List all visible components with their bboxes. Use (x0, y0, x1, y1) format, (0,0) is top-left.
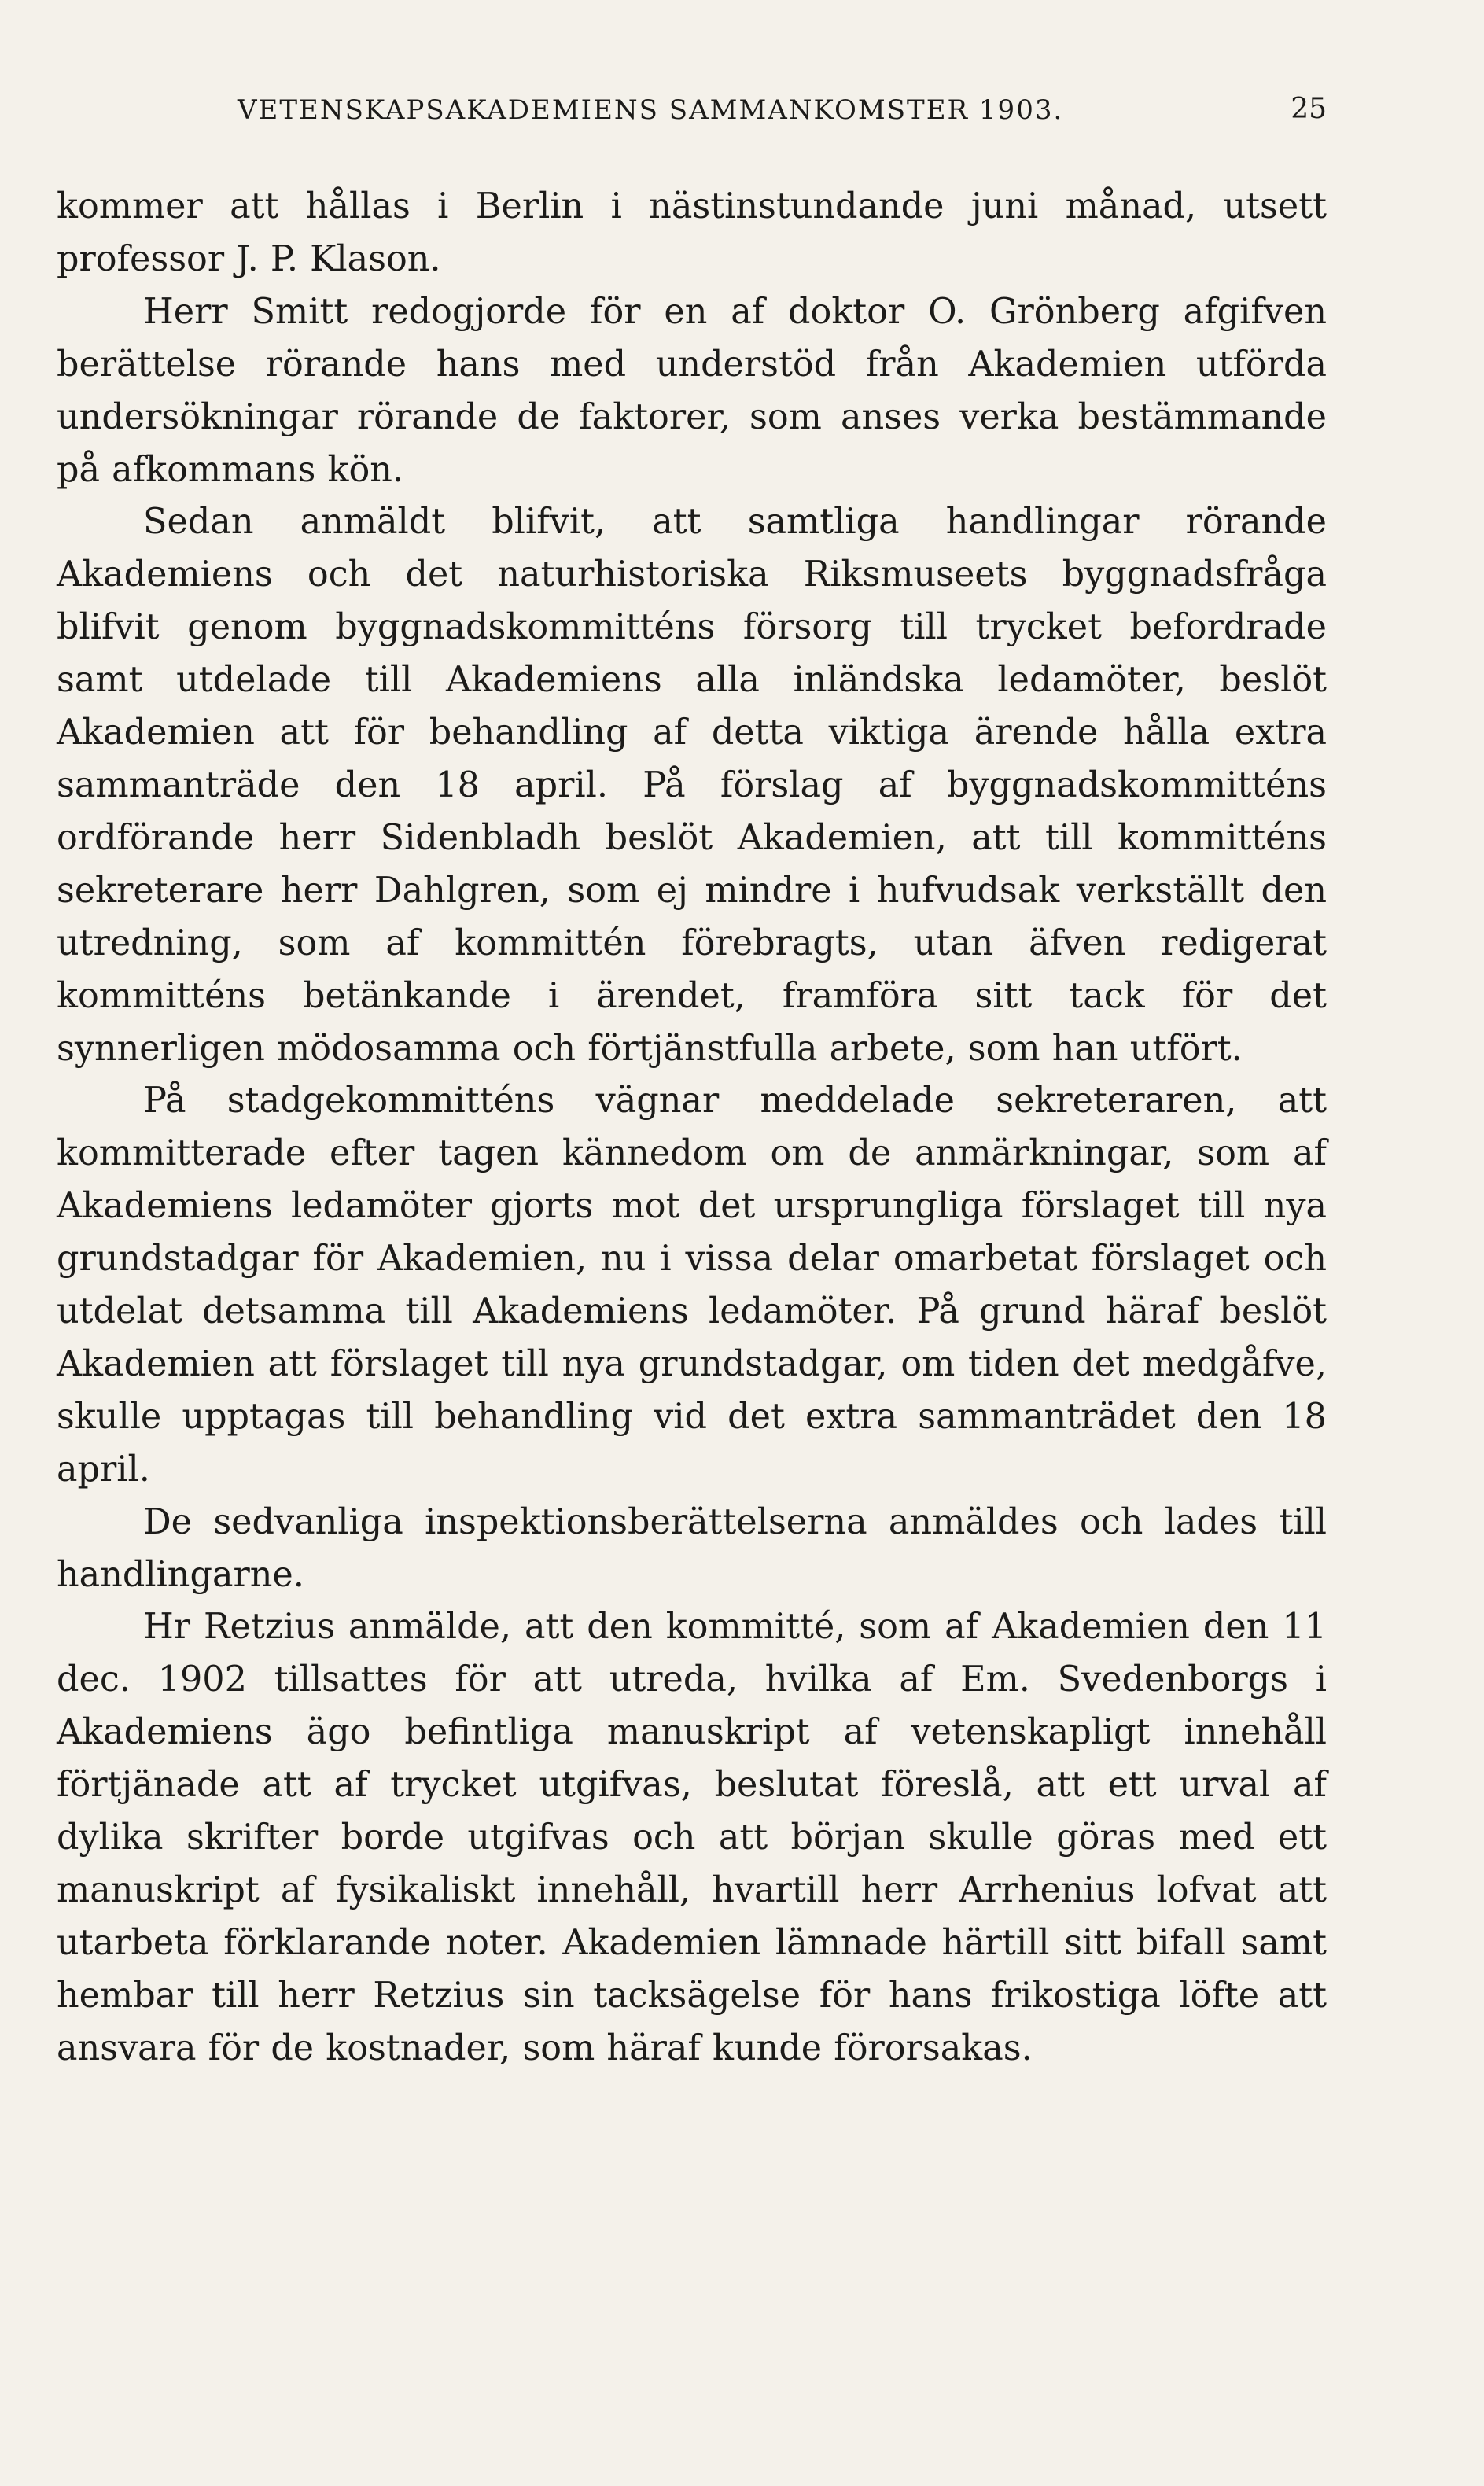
paragraph-retzius-svedenborg: Hr Retzius anmälde, att den kommitté, som af Akademien den 11 dec. 1902 tillsattes för att utreda, hvilka af Em. Svedenborgs i Akademiens ägo befintliga manuskript af vetenskapligt innehåll förtjänade att af trycket utgifvas, beslutat föreslå, att ett urval af dylika skrifter borde utgifvas och att början skulle göras med ett manuskript af fysikaliskt innehåll, hvartill herr Arrhenius lofvat att utarbeta förklarande noter. Akademien lämnade härtill sitt bifall samt hembar till herr Retzius sin tacksägelse för hans frikostiga löfte att ansvara för de kostnader, som häraf kunde förorsakas. (57, 1607, 1327, 2068)
page-number: 25 (1291, 93, 1327, 125)
paragraph-building-question: Sedan anmäldt blifvit, att samtliga handlingar rörande Akademiens och det naturhistoriska Riksmuseets byggnadsfråga blifvit genom byggnadskommitténs försorg till trycket befordrade samt utdelade till Akademiens alla inländska ledamöter, beslöt Akademien att för behandling af detta viktiga ärende hålla extra sammanträde den 18 april. På förslag af byggnadskommitténs ordförande herr Sidenbladh beslöt Akademien, att till kommitténs sekreterare herr Dahlgren, som ej mindre i hufvudsak verkställt den utredning, som af kommittén förebragts, utan äfven redigerat kommitténs betänkande i ärendet, framföra sitt tack för det synnerligen mödosamma och förtjänstfulla arbete, som han utfört. (57, 502, 1327, 1069)
book-page (57, 79, 1327, 2438)
running-title: VETENSKAPSAKADEMIENS SAMMANKOMSTER 1903. (238, 94, 1064, 126)
paragraph-smitt-report: Herr Smitt redogjorde för en af doktor O. Grönberg afgifven berättelse rörande hans med understöd från Akademien utförda undersökningar rörande de faktorer, som anses verka bestämmande på afkommans kön. (57, 291, 1327, 490)
running-header (57, 79, 1327, 142)
paragraph-continuation: kommer att hållas i Berlin i nästinstundande juni månad, utsett professor J. P. Klason. (57, 186, 1327, 279)
body-text (57, 181, 1327, 2075)
paragraph-statutes-committee: På stadgekommitténs vägnar meddelade sekreteraren, att kommitterade efter tagen kännedom om de anmärkningar, som af Akademiens ledamöter gjorts mot det ursprungliga förslaget till nya grundstadgar för Akademien, nu i vissa delar omarbetat förslaget och utdelat detsamma till Akademiens ledamöter. På grund häraf beslöt Akademien att förslaget till nya grundstadgar, om tiden det medgåfve, skulle upptagas till behandling vid det extra sammanträdet den 18 april. (57, 1081, 1327, 1490)
paragraph-inspection-reports: De sedvanliga inspektionsberättelserna anmäldes och lades till handlingarne. (57, 1501, 1327, 1595)
